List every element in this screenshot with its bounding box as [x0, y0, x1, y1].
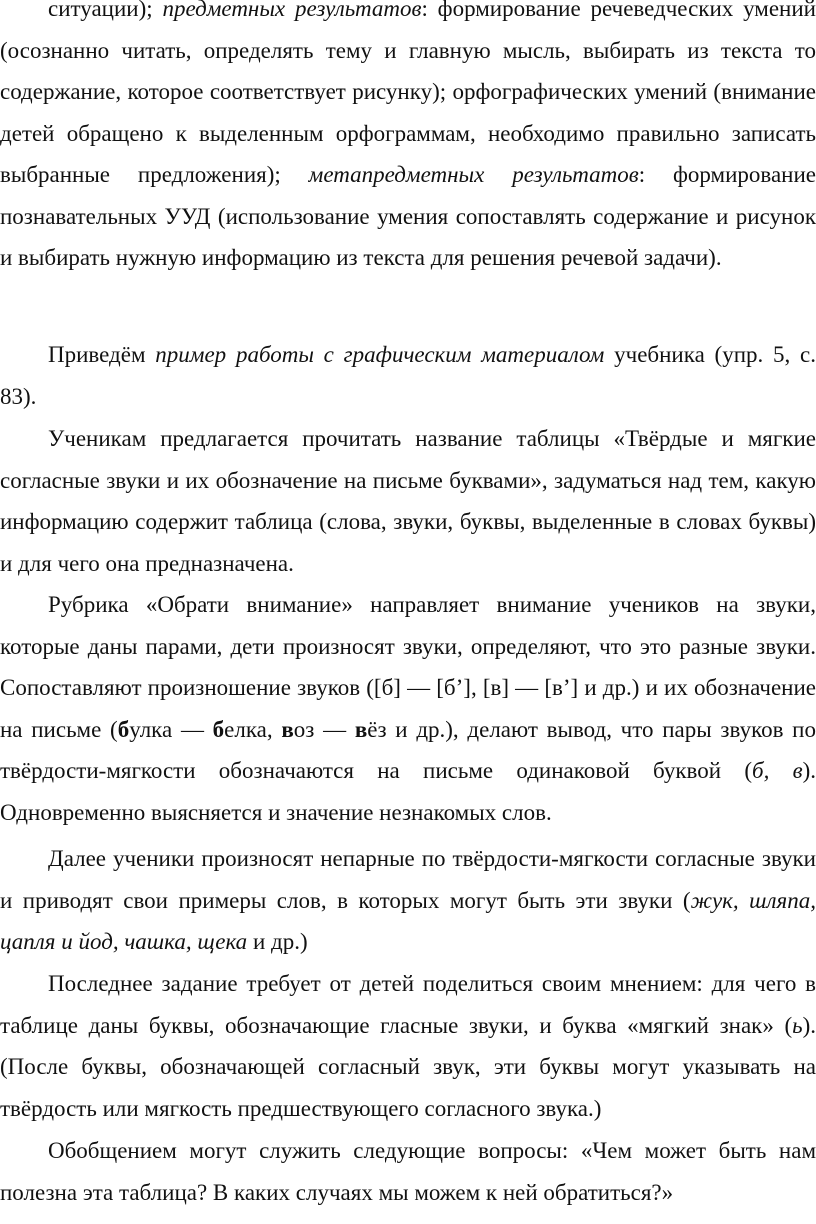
italic-term: метапредметных результатов [308, 162, 639, 187]
text-span: Далее ученики произносят непарные по твёрдости-мягкости согласные звуки и приводят свои примеры слов, в которых могут быть эти звуки ( [0, 846, 816, 913]
bold-letter: б [212, 716, 225, 742]
text-span: Обобщением могут служить следующие вопросы: «Чем может быть нам полезна эта таблица? В каких случаях мы можем к ней обратиться?» [0, 1138, 816, 1205]
text-span: Рубрика «Обрати внимание» направляет внимание учеников на звуки, которые даны парами, дети произносят звуки, определяют, что это разные звуки. Сопоставляют произношение звуков ([б] — [б’], [в] — [в’] и др.) и их обозначение на письме ( [0, 592, 816, 742]
italic-term: жук, шляпа, цапля и йод, чашка, щека [0, 887, 816, 954]
paragraph-last-task [0, 963, 816, 1129]
italic-term: пример работы с графическим материалом [155, 342, 605, 367]
text-span: Последнее задание требует от детей поделиться своим мнением: для чего в таблице даны буквы, обозначающие гласные звуки, и буква «мягкий знак» ( [0, 971, 816, 1038]
text-span: Ученикам предлагается прочитать название таблицы «Твёрдые и мягкие согласные звуки и их обозначение на письме буквами», задуматься над тем, какую информацию содержит таблица (слова, звуки, буквы, выделенные в словах буквы) и для чего она предназначена. [0, 426, 816, 576]
paragraph-results [0, 0, 816, 279]
text-span: ). (После буквы, обозначающей согласный звук, эти буквы могут указывать на твёрдость или мягкость предшествующего согласного звука.) [0, 1012, 816, 1121]
text-span: : формирование речеведческих умений (осознанно читать, определять тему и главную мысль, выбирать из текста то содержание, которое соответствует рисунку); орфографических умений (внимание детей обращено к выделенным орфограммам, необходимо правильно записать выбранные предложения); [0, 0, 816, 187]
paragraph-attention-rubric [0, 584, 816, 833]
bold-letter: в [281, 716, 294, 742]
text-span: Приведём [48, 342, 156, 367]
paragraph-summary-questions [0, 1130, 816, 1213]
text-span: учебника (упр. 5, с. 83). [0, 342, 816, 409]
italic-term: ь [792, 1012, 803, 1038]
text-span: : формирование познавательных УУД (использование умения сопоставлять содержание и рисунок и выбирать нужную информацию из текста для решения речевой задачи). [0, 162, 816, 270]
text-span: елка, [224, 716, 282, 742]
text-span: улка — [129, 716, 213, 742]
text-span: ёз и др.), делают вывод, что пары звуков по твёрдости-мягкости обозначаются на письме одинаковой буквой ( [0, 716, 816, 783]
paragraph-example [0, 334, 816, 417]
bold-letter: б [117, 716, 130, 742]
text-span: и др.) [247, 929, 308, 954]
paragraph-unpaired-sounds [0, 838, 816, 963]
bold-letter: в [354, 716, 368, 742]
text-span: оз — [293, 716, 355, 742]
paragraph-table-title [0, 418, 816, 584]
text-span: ситуации); [48, 0, 163, 21]
italic-term: предметных результатов [162, 0, 422, 21]
italic-term: б, в [752, 758, 803, 783]
text-span: ). Одновременно выясняется и значение незнакомых слов. [0, 758, 816, 825]
